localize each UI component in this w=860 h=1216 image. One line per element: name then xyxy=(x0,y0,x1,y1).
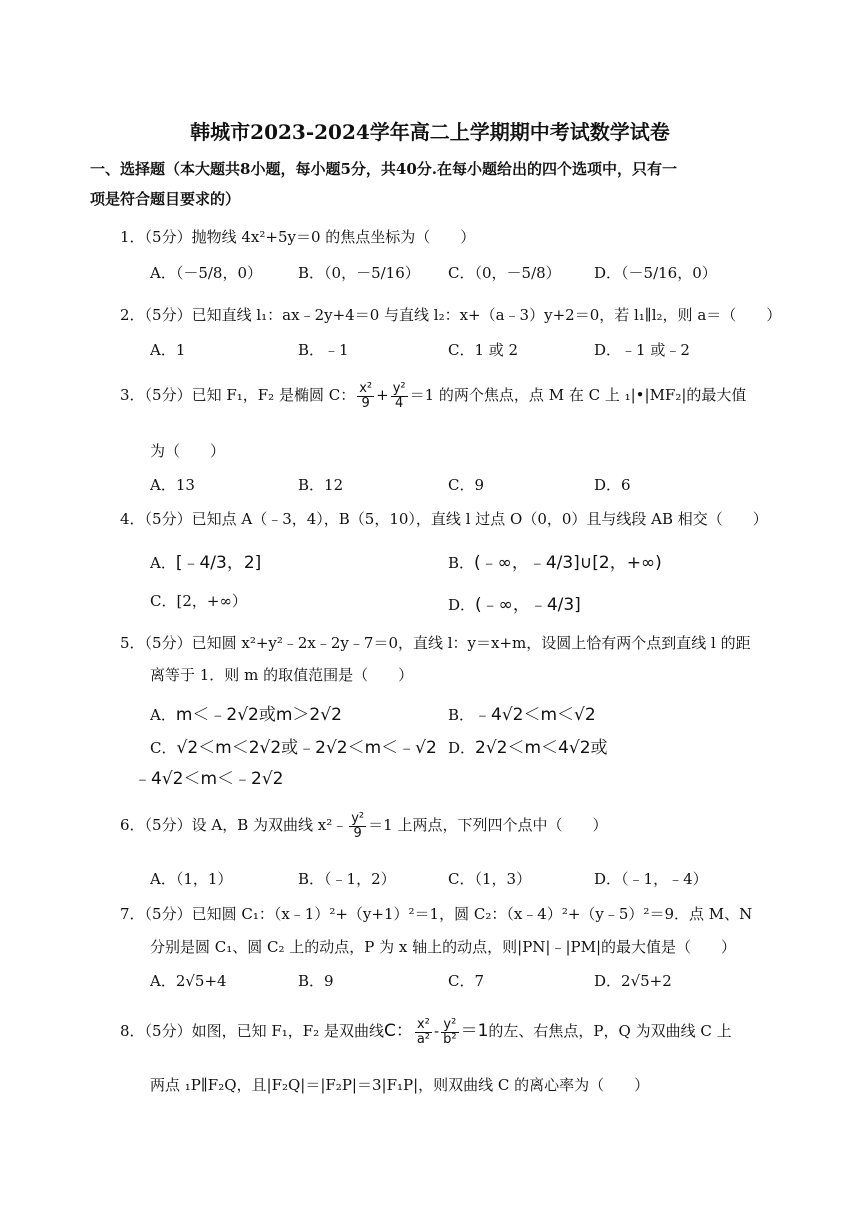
q2-option-c: C．1 或 2 xyxy=(448,341,519,359)
q4-option-a-math: [﹣4/3，2] xyxy=(175,553,262,573)
question-4-stem: 4．（5分）已知点 A（﹣3，4），B（5，10），直线 l 过点 O（0，0）且与线段 AB 相交（ ） xyxy=(120,510,768,528)
page-title: 韩城市2023-2024学年高二上学期期中考试数学试卷 xyxy=(190,120,670,144)
q1-option-d: D．（－5/16，0） xyxy=(594,264,717,282)
question-8-stem-c: 两点 ₁P∥F₂Q，且|F₂Q|＝|F₂P|＝3|F₁P|，则双曲线 C 的离心率为（ ） xyxy=(150,1076,650,1094)
q1-option-b: B．（0，－5/16） xyxy=(298,264,420,282)
q5-option-d-cont: ﹣4√2＜m＜﹣2√2 xyxy=(134,769,284,789)
q4-option-a: A．[﹣4/3，2] xyxy=(150,553,262,573)
question-2-stem: 2．（5分）已知直线 l₁：ax﹣2y+4＝0 与直线 l₂：x+（a﹣3）y+2＝0，若 l₁∥l₂，则 a＝（ ） xyxy=(120,306,782,324)
q4-option-c: C．[2，+∞） xyxy=(150,592,247,610)
q4-option-d-math: (﹣∞，﹣4/3] xyxy=(475,595,581,615)
q2-option-d: D．﹣1 或﹣2 xyxy=(594,341,690,359)
question-3-stem: 3．（5分）已知 F₁，F₂ 是椭圆 C： $\frac{\text{x²}}{9}$ + $\frac{\text{y²}}{4}$ ＝1 的两个焦点，点 M 在 C 上 ₁|•|MF₂|的最大值 xyxy=(120,381,747,411)
q4-option-d: D．(﹣∞，﹣4/3] xyxy=(448,595,581,615)
q5-option-b-math: ﹣4√2＜m＜√2 xyxy=(474,705,596,725)
q1-option-c: C．（0，－5/8） xyxy=(448,264,561,282)
question-1-stem: 1．（5分）抛物线 4x²+5y＝0 的焦点坐标为（ ） xyxy=(120,228,476,246)
q7-option-b: B．9 xyxy=(298,972,334,990)
q7-option-d: D．2√5+2 xyxy=(594,972,672,990)
q6-fraction: $\frac{\text{y²}}{9}$ xyxy=(351,811,365,841)
q8-fraction-y: $\frac{\text{y²}}{\text{b²}}$ xyxy=(443,1016,457,1047)
q8-fraction-x: $\frac{\text{x²}}{\text{a²}}$ xyxy=(416,1016,431,1047)
q5-option-a: A．m＜﹣2√2或m＞2√2 xyxy=(150,705,342,725)
q3-option-d: D．6 xyxy=(594,476,631,494)
question-6-stem: 6．（5分）设 A，B 为双曲线 x²﹣ $\frac{\text{y²}}{9}$ ＝1 上两点，下列四个点中（ ） xyxy=(120,811,608,841)
q5-option-c-math: √2＜m＜2√2或﹣2√2＜m＜﹣√2 xyxy=(176,738,437,758)
q5-option-d: D．2√2＜m＜4√2或 xyxy=(448,738,608,758)
question-5-stem-b: 离等于 1．则 m 的取值范围是（ ） xyxy=(150,666,414,684)
q3-fraction-y: $\frac{\text{y²}}{4}$ xyxy=(392,381,406,411)
question-7-stem-b: 分别是圆 C₁、圆 C₂ 上的动点，P 为 x 轴上的动点，则|PN|﹣|PM|的最大值是（ ） xyxy=(150,938,737,956)
question-7-stem-a: 7．（5分）已知圆 C₁：（x﹣1）²+（y+1）²＝1，圆 C₂：（x﹣4）²+（y﹣5）²＝9．点 M、N xyxy=(120,905,753,923)
q6-option-b: B．（﹣1，2） xyxy=(298,870,396,888)
q2-option-b: B．﹣1 xyxy=(298,341,349,359)
q8-curve-name: C： xyxy=(383,1021,413,1041)
q3-option-a: A．13 xyxy=(150,476,195,494)
q3-stem-b: ＝1 的两个焦点，点 M 在 C 上 ₁|•|MF₂|的最大值 xyxy=(409,386,747,405)
q5-option-c: C．√2＜m＜2√2或﹣2√2＜m＜﹣√2 xyxy=(150,738,437,758)
q4-option-b-math: (﹣∞，﹣4/3]∪[2，+∞) xyxy=(474,553,662,573)
q3-stem-c: 为（ ） xyxy=(150,442,226,460)
q1-option-a: A．（－5/8，0） xyxy=(150,264,263,282)
q6-option-d: D．（﹣1，﹣4） xyxy=(594,870,708,888)
q6-option-a: A．（1，1） xyxy=(150,870,233,888)
q3-stem-a: 3．（5分）已知 F₁，F₂ 是椭圆 C： xyxy=(120,386,356,405)
q3-option-b: B．12 xyxy=(298,476,344,494)
q2-option-a: A．1 xyxy=(150,341,186,359)
q7-option-a: A．2√5+4 xyxy=(150,972,227,990)
q4-option-b: B．(﹣∞，﹣4/3]∪[2，+∞) xyxy=(448,553,662,573)
question-5-stem-a: 5．（5分）已知圆 x²+y²﹣2x﹣2y﹣7＝0，直线 l：y＝x+m，设圆上恰有两个点到直线 l 的距 xyxy=(120,634,751,652)
q5-option-b: B．﹣4√2＜m＜√2 xyxy=(448,705,596,725)
q5-option-a-math: m＜﹣2√2或m＞2√2 xyxy=(175,705,342,725)
q6-option-c: C．（1，3） xyxy=(448,870,532,888)
q3-option-c: C．9 xyxy=(448,476,485,494)
question-8-stem: 8．（5分）如图，已知 F₁，F₂ 是双曲线C： $\frac{\text{x²}}{\text{a²}}$ - $\frac{\text{y²}}{\text{b²}}$ ＝1的左、右焦点，P，Q 为双曲线 C 上 xyxy=(120,1016,732,1047)
section-heading-line2: 项是符合题目要求的） xyxy=(90,190,241,208)
q3-fraction-x: $\frac{\text{x²}}{9}$ xyxy=(359,381,373,411)
q5-option-d-math: 2√2＜m＜4√2或 xyxy=(475,738,608,758)
q7-option-c: C．7 xyxy=(448,972,485,990)
section-heading-line1: 一、选择题（本大题共8小题，每小题5分，共40分.在每小题给出的四个选项中，只有一 xyxy=(90,160,677,178)
